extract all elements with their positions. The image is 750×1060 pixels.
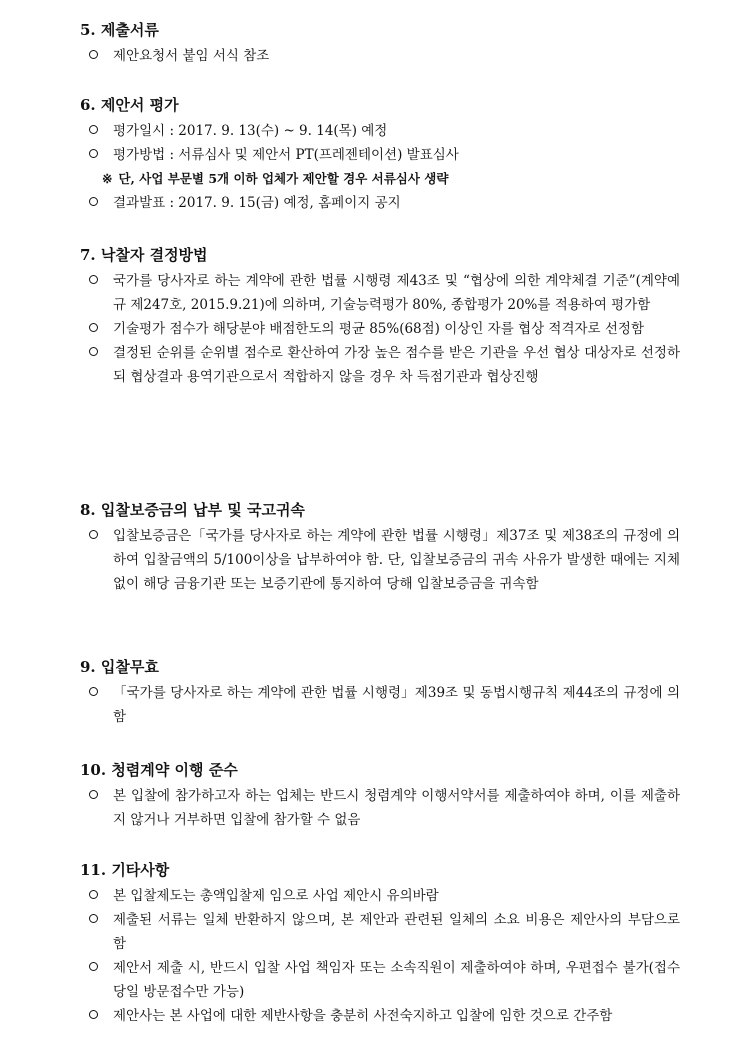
list-item: 제출된 서류는 일체 반환하지 않으며, 본 제안과 관련된 일체의 소요 비용은 제안사의 부담으로 함 [80, 908, 680, 956]
section-bid-bond [80, 500, 680, 596]
circle-bullet-icon [89, 50, 98, 59]
section-heading: 7. 낙찰자 결정방법 [80, 246, 208, 264]
circle-bullet-icon [89, 125, 98, 134]
list-item: 입찰보증금은「국가를 당사자로 하는 계약에 관한 법률 시행령」제37조 및 제38조의 규정에 의하여 입찰금액의 5/100이상을 납부하여야 함. 단, 입찰보증금의 귀속 사유가 발생한 때에는 지체없이 해당 금융기관 또는 보증기관에 통지하여 당해 입찰보증금을 귀속함 [80, 524, 680, 596]
list-item: 본 입찰에 참가하고자 하는 업체는 반드시 청렴계약 이행서약서를 제출하여야 하며, 이를 제출하지 않거나 거부하면 입찰에 참가할 수 없음 [80, 784, 680, 832]
list-item: 본 입찰제도는 총액입찰제 임으로 사업 제안시 유의바람 [80, 884, 680, 908]
circle-bullet-icon [89, 687, 98, 696]
section-heading: 5. 제출서류 [80, 21, 159, 39]
list-item: 「국가를 당사자로 하는 계약에 관한 법률 시행령」제39조 및 동법시행규칙 제44조의 규정에 의함 [80, 681, 680, 729]
section-submission-documents [80, 20, 680, 68]
circle-bullet-icon [89, 347, 98, 356]
list-item: 제안요청서 붙임 서식 참조 [80, 44, 680, 68]
section-heading: 9. 입찰무효 [80, 658, 159, 676]
list-item: 평가방법 : 서류심사 및 제안서 PT(프레젠테이션) 발표심사 [80, 143, 680, 167]
section-bid-invalid [80, 657, 680, 729]
section-proposal-evaluation [80, 95, 680, 215]
list-item: 제안서 제출 시, 반드시 입찰 사업 책임자 또는 소속직원이 제출하여야 하며, 우편접수 불가(접수당일 방문접수만 가능) [80, 956, 680, 1004]
circle-bullet-icon [89, 962, 98, 971]
circle-bullet-icon [89, 1010, 98, 1019]
list-item: 기술평가 점수가 해당분야 배점한도의 평균 85%(68점) 이상인 자를 협상 적격자로 선정함 [80, 317, 680, 341]
section-heading: 10. 청렴계약 이행 준수 [80, 761, 238, 779]
list-item: 결정된 순위를 순위별 점수로 환산하여 가장 높은 점수를 받은 기관을 우선 협상 대상자로 선정하되 협상결과 용역기관으로서 적합하지 않을 경우 차 득점기관과 협상진행 [80, 341, 680, 389]
circle-bullet-icon [89, 197, 98, 206]
list-item: 결과발표 : 2017. 9. 15(금) 예정, 홈페이지 공지 [80, 191, 680, 215]
section-heading: 6. 제안서 평가 [80, 96, 179, 114]
circle-bullet-icon [89, 890, 98, 899]
circle-bullet-icon [89, 149, 98, 158]
section-heading: 11. 기타사항 [80, 861, 170, 879]
section-award-method [80, 245, 680, 389]
circle-bullet-icon [89, 530, 98, 539]
list-item: 평가일시 : 2017. 9. 13(수) ~ 9. 14(목) 예정 [80, 119, 680, 143]
section-other-matters [80, 860, 680, 1028]
circle-bullet-icon [89, 914, 98, 923]
circle-bullet-icon [89, 323, 98, 332]
list-item: 제안사는 본 사업에 대한 제반사항을 충분히 사전숙지하고 입찰에 임한 것으로 간주함 [80, 1004, 680, 1028]
evaluation-note: ※ 단, 사업 부문별 5개 이하 업체가 제안할 경우 서류심사 생략 [102, 171, 449, 186]
section-heading: 8. 입찰보증금의 납부 및 국고귀속 [80, 501, 305, 519]
circle-bullet-icon [89, 790, 98, 799]
section-integrity-contract [80, 760, 680, 832]
circle-bullet-icon [89, 275, 98, 284]
list-item: 국가를 당사자로 하는 계약에 관한 법률 시행령 제43조 및 “협상에 의한 계약체결 기준”(계약예규 제247호, 2015.9.21)에 의하며, 기술능력평가 80%, 종합평가 20%를 적용하여 평가함 [80, 269, 680, 317]
reference-mark-icon: ※ [102, 171, 113, 186]
